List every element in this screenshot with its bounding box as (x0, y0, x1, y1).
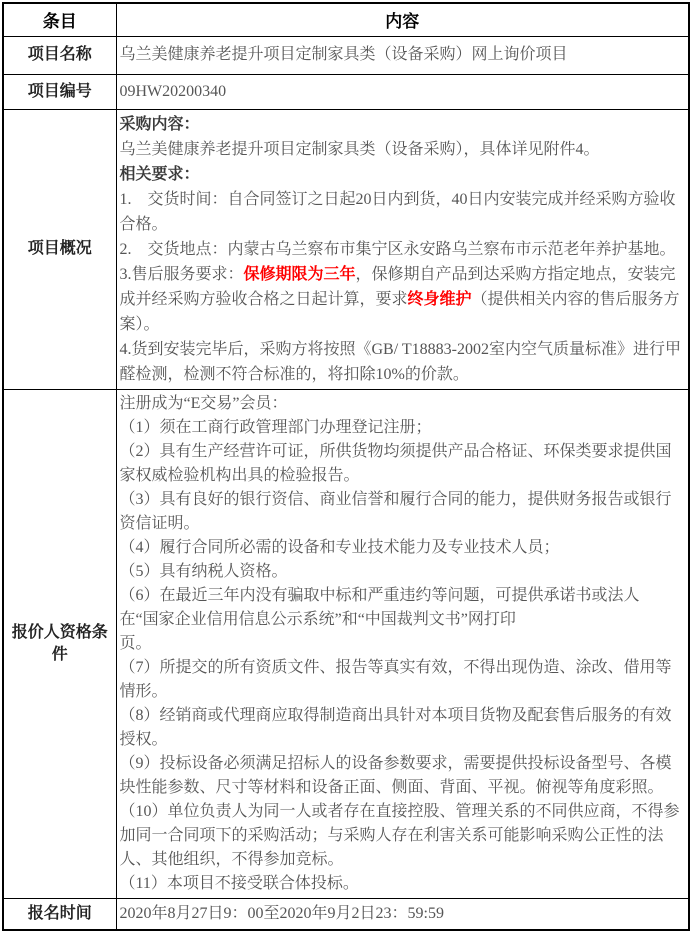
text-segment: （2）具有生产经营许可证，所供货物均须提供产品合格证、环保类要求提供国家权威检验机构出具的检验报告。 (119, 442, 672, 484)
text-segment: （10）单位负责人为同一人或者存在直接控股、管理关系的不同供应商，不得参加同一合同项下的采购活动；与采购人存在利害关系可能影响采购公正性的法人、其他组织，不得参加竞标。 (119, 802, 680, 868)
text-segment: 页。 (119, 634, 152, 652)
text-segment: 乌兰美健康养老提升项目定制家具类（设备采购），具体详见附件4。 (119, 140, 600, 158)
content-paragraph (120, 902, 687, 926)
content-paragraph (120, 440, 687, 488)
text-segment: （3）具有良好的银行资信、商业信誉和履行合同的能力，提供财务报告或银行资信证明。 (119, 490, 672, 532)
text-segment: 09HW20200340 (119, 82, 227, 100)
text-segment: 相关要求： (119, 165, 200, 183)
text-segment: 1. 交货时间：自合同签订之日起20日内到货，40日内安装完成并经采购方验收合格。 (119, 190, 676, 233)
info-table-head (3, 3, 689, 36)
table-row (3, 74, 689, 109)
text-segment: 乌兰美健康养老提升项目定制家具类（设备采购）网上询价项目 (119, 46, 568, 63)
highlighted-text: 终身维护 (407, 290, 472, 308)
text-segment: 2020年8月27日9：00至2020年9月2日23：59:59 (119, 904, 444, 922)
content-paragraph (120, 488, 687, 536)
table-row (3, 389, 689, 898)
text-segment: ，保修期自产品到达采购方指定地点，安装完成并经采购方验收合格之日起计算，要求 (119, 265, 676, 308)
content-paragraph (120, 872, 687, 896)
content-paragraph (120, 704, 687, 752)
header-cell-item: 条目 (3, 3, 116, 36)
info-table (2, 2, 690, 931)
content-paragraph (120, 416, 687, 440)
table-row (3, 36, 689, 74)
text-segment: （5）具有纳税人资格。 (119, 562, 288, 580)
row-content-cell (116, 898, 689, 930)
row-content-cell (116, 74, 689, 109)
content-paragraph (120, 262, 687, 337)
content-paragraph (120, 752, 687, 800)
text-segment: （提供相关内容的售后服务方案）。 (119, 290, 680, 333)
text-segment: （4）履行合同所必需的设备和专业技术能力及专业技术人员； (119, 538, 560, 556)
text-segment: （1）须在工商行政管理部门办理登记注册； (119, 418, 432, 436)
text-segment: 在“国家企业信用信息公示系统”和“中国裁判文书”网打印 (119, 610, 516, 628)
content-paragraph (120, 162, 687, 187)
content-paragraph (120, 112, 687, 137)
text-segment: （6）在最近三年内没有骗取中标和严重违约等问题，可提供承诺书或法人 (119, 586, 640, 604)
row-label-cell: 项目名称 (3, 36, 116, 74)
text-segment: 4.货到安装完毕后，采购方将按照《GB/ T18883-2002室内空气质量标准》进行甲醛检测，检测不符合标准的，将扣除10%的价款。 (119, 340, 681, 383)
text-segment: 注册成为“E交易”会员： (119, 394, 288, 412)
header-row (3, 3, 689, 36)
content-paragraph (120, 800, 687, 872)
text-segment: （8）经销商或代理商应取得制造商出具针对本项目货物及配套售后服务的有效授权。 (119, 706, 672, 748)
content-paragraph (120, 608, 687, 632)
content-paragraph (120, 632, 687, 656)
text-segment: 2. 交货地点：内蒙古乌兰察布市集宁区永安路乌兰察布市示范老年养护基地。 (119, 240, 676, 258)
row-content-cell (116, 389, 689, 898)
text-segment: （11）本项目不接受联合体投标。 (119, 874, 359, 892)
content-paragraph (120, 560, 687, 584)
table-row (3, 898, 689, 930)
row-label-cell: 报名时间 (3, 898, 116, 930)
row-content-cell (116, 36, 689, 74)
info-table-body (3, 36, 689, 930)
content-paragraph (120, 80, 687, 104)
text-segment: 3.售后服务要求： (119, 265, 244, 283)
content-paragraph (120, 584, 687, 608)
content-paragraph (120, 137, 687, 162)
text-segment: 采购内容： (119, 115, 200, 133)
table-row (3, 109, 689, 389)
text-segment: （9）投标设备必须满足招标人的设备参数要求，需要提供投标设备型号、各模块性能参数、尺寸等材料和设备正面、侧面、背面、平视。俯视等角度彩照。 (119, 754, 672, 796)
content-paragraph (120, 392, 687, 416)
highlighted-text: 保修期限为三年 (243, 265, 356, 283)
header-cell-content: 内容 (116, 3, 689, 36)
content-paragraph (120, 43, 687, 67)
row-label-cell: 项目编号 (3, 74, 116, 109)
content-paragraph (120, 237, 687, 262)
content-paragraph (120, 656, 687, 704)
row-label-cell: 报价人资格条件 (3, 389, 116, 898)
content-paragraph (120, 187, 687, 237)
content-paragraph (120, 337, 687, 387)
row-label-cell: 项目概况 (3, 109, 116, 389)
text-segment: （7）所提交的所有资质文件、报告等真实有效，不得出现伪造、涂改、借用等情形。 (119, 658, 672, 700)
content-paragraph (120, 536, 687, 560)
row-content-cell (116, 109, 689, 389)
